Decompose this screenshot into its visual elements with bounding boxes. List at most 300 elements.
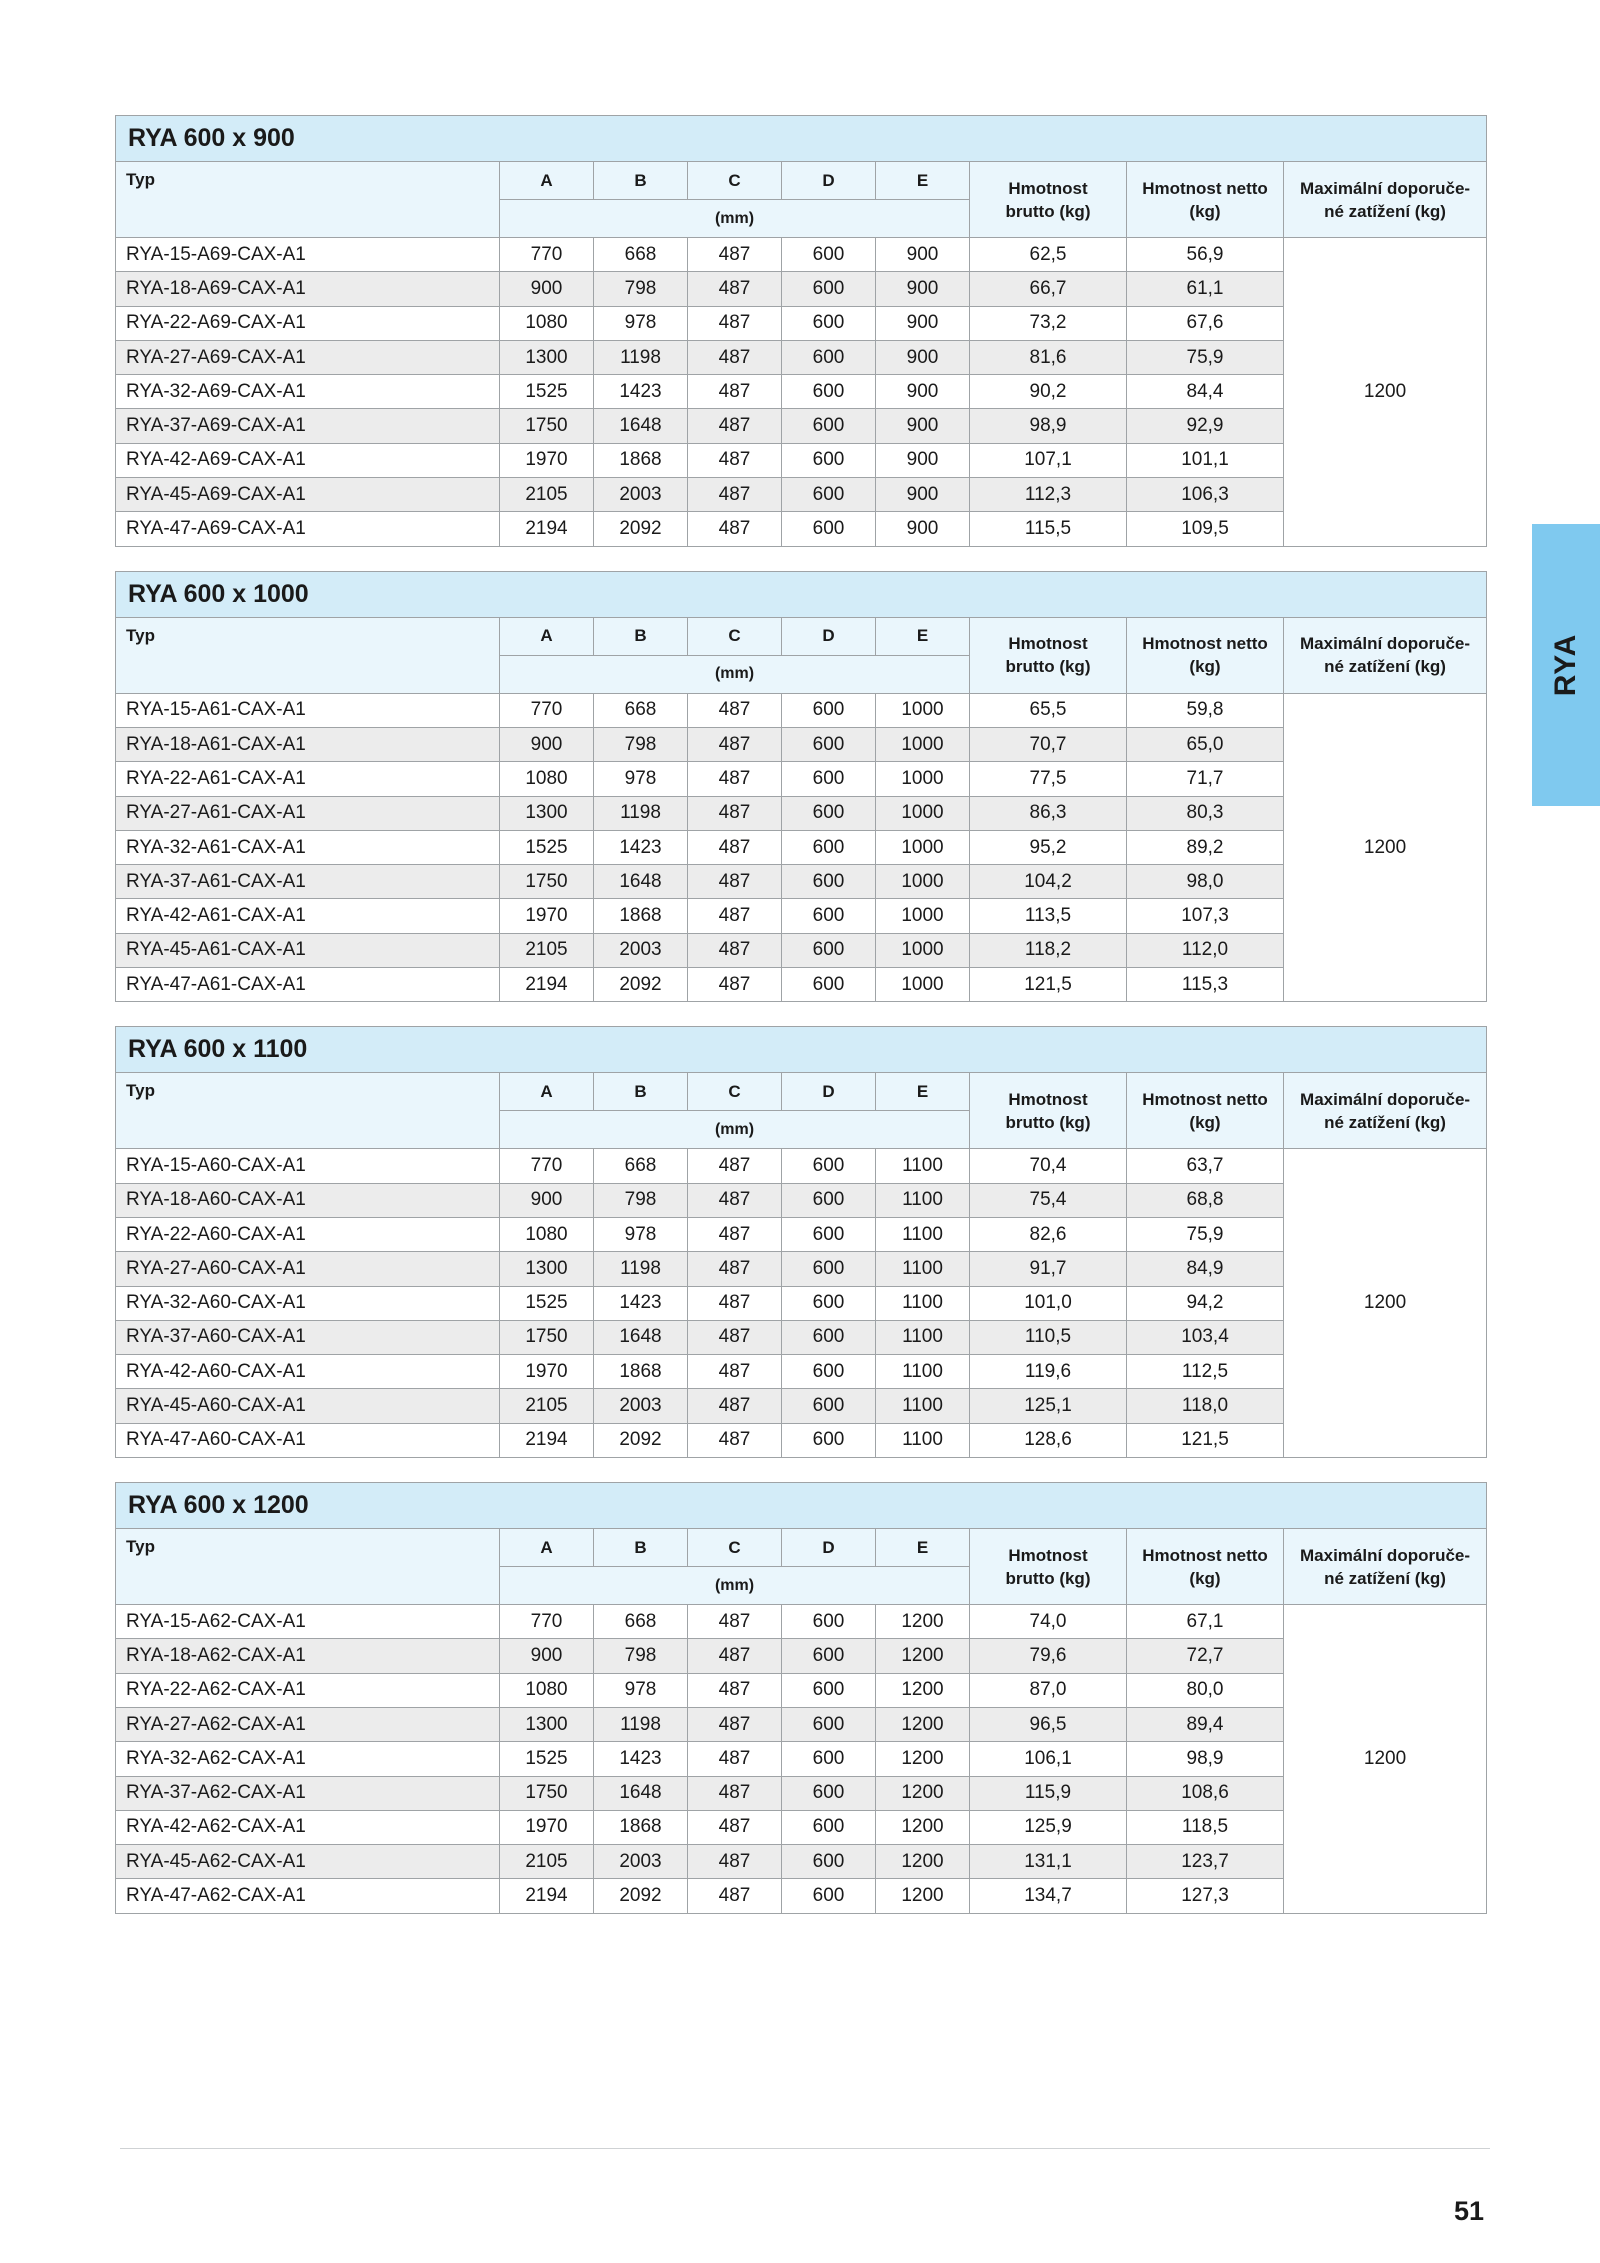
- cell-value: 770: [500, 693, 594, 727]
- cell-value: 487: [688, 1605, 782, 1639]
- cell-value: 487: [688, 968, 782, 1002]
- cell-value: 1080: [500, 306, 594, 340]
- cell-value: 978: [594, 762, 688, 796]
- table-row: [116, 238, 1487, 272]
- cell-value: 487: [688, 1673, 782, 1707]
- cell-value: 600: [782, 1389, 876, 1423]
- cell-value: 81,6: [970, 340, 1127, 374]
- table-row: [116, 1810, 1487, 1844]
- cell-value: 75,4: [970, 1183, 1127, 1217]
- cell-value: 600: [782, 340, 876, 374]
- cell-value: 487: [688, 1845, 782, 1879]
- header-row: [116, 617, 1487, 655]
- cell-value: 487: [688, 1217, 782, 1251]
- cell-value: 118,0: [1127, 1389, 1284, 1423]
- cell-value: 600: [782, 968, 876, 1002]
- cell-typ: RYA-47-A69-CAX-A1: [116, 512, 500, 546]
- table-title: RYA 600 x 900: [116, 116, 1487, 162]
- cell-value: 487: [688, 1389, 782, 1423]
- header-gross-weight-line2: brutto (kg): [1005, 1112, 1091, 1132]
- cell-value: 600: [782, 1605, 876, 1639]
- cell-value: 1300: [500, 796, 594, 830]
- cell-value: 104,2: [970, 865, 1127, 899]
- cell-value: 600: [782, 865, 876, 899]
- cell-value: 668: [594, 238, 688, 272]
- cell-value: 2092: [594, 1423, 688, 1457]
- side-section-tab: [1532, 524, 1600, 806]
- cell-value: 1100: [876, 1252, 970, 1286]
- cell-typ: RYA-22-A60-CAX-A1: [116, 1217, 500, 1251]
- cell-value: 1080: [500, 762, 594, 796]
- cell-value: 89,2: [1127, 830, 1284, 864]
- cell-value: 80,0: [1127, 1673, 1284, 1707]
- cell-value: 134,7: [970, 1879, 1127, 1913]
- cell-value: 110,5: [970, 1320, 1127, 1354]
- cell-typ: RYA-15-A61-CAX-A1: [116, 693, 500, 727]
- cell-value: 487: [688, 1320, 782, 1354]
- cell-value: 98,9: [1127, 1742, 1284, 1776]
- header-row: [116, 1529, 1487, 1567]
- header-max-load-line2: né zatížení (kg): [1324, 201, 1446, 221]
- header-dim-a: A: [500, 1529, 594, 1567]
- cell-value: 115,5: [970, 512, 1127, 546]
- cell-value: 900: [500, 272, 594, 306]
- cell-value: 600: [782, 1320, 876, 1354]
- cell-value: 1970: [500, 899, 594, 933]
- header-typ: Typ: [116, 617, 500, 693]
- header-dim-d: D: [782, 1529, 876, 1567]
- cell-typ: RYA-15-A62-CAX-A1: [116, 1605, 500, 1639]
- cell-value: 1200: [876, 1879, 970, 1913]
- cell-value: 1198: [594, 796, 688, 830]
- cell-value: 487: [688, 1423, 782, 1457]
- cell-value: 65,0: [1127, 727, 1284, 761]
- cell-value: 121,5: [1127, 1423, 1284, 1457]
- cell-value: 487: [688, 1355, 782, 1389]
- cell-value: 62,5: [970, 238, 1127, 272]
- header-dim-b: B: [594, 617, 688, 655]
- header-net-weight-line2: (kg): [1189, 1568, 1221, 1588]
- cell-value: 798: [594, 727, 688, 761]
- header-typ: Typ: [116, 162, 500, 238]
- cell-value: 487: [688, 272, 782, 306]
- cell-value: 900: [876, 512, 970, 546]
- cell-value: 1423: [594, 1286, 688, 1320]
- cell-value: 1200: [876, 1776, 970, 1810]
- cell-typ: RYA-47-A60-CAX-A1: [116, 1423, 500, 1457]
- cell-value: 600: [782, 830, 876, 864]
- cell-value: 1100: [876, 1355, 970, 1389]
- header-unit-mm: (mm): [500, 655, 970, 693]
- header-max-load-line2: né zatížení (kg): [1324, 1112, 1446, 1132]
- header-dim-c: C: [688, 1073, 782, 1111]
- cell-value: 2092: [594, 968, 688, 1002]
- cell-typ: RYA-27-A62-CAX-A1: [116, 1707, 500, 1741]
- cell-value: 770: [500, 1605, 594, 1639]
- cell-value: 2194: [500, 1879, 594, 1913]
- table-title-row: [116, 116, 1487, 162]
- cell-typ: RYA-37-A61-CAX-A1: [116, 865, 500, 899]
- cell-value: 1200: [876, 1707, 970, 1741]
- cell-value: 600: [782, 1639, 876, 1673]
- cell-value: 600: [782, 1149, 876, 1183]
- cell-typ: RYA-37-A60-CAX-A1: [116, 1320, 500, 1354]
- spec-table: [115, 115, 1487, 547]
- header-gross-weight-line1: Hmotnost: [1008, 1545, 1088, 1565]
- table-row: [116, 1320, 1487, 1354]
- table-title: RYA 600 x 1200: [116, 1483, 1487, 1529]
- header-net-weight-line1: Hmotnost netto: [1142, 1089, 1268, 1109]
- cell-max-load: 1200: [1284, 1605, 1487, 1914]
- cell-value: 978: [594, 1673, 688, 1707]
- cell-value: 61,1: [1127, 272, 1284, 306]
- header-dim-e: E: [876, 1529, 970, 1567]
- header-dim-a: A: [500, 1073, 594, 1111]
- cell-value: 1100: [876, 1217, 970, 1251]
- header-dim-a: A: [500, 162, 594, 200]
- cell-typ: RYA-32-A60-CAX-A1: [116, 1286, 500, 1320]
- cell-value: 1750: [500, 409, 594, 443]
- table-row: [116, 1707, 1487, 1741]
- cell-value: 2194: [500, 1423, 594, 1457]
- table-row: [116, 1149, 1487, 1183]
- cell-value: 600: [782, 1879, 876, 1913]
- cell-value: 487: [688, 865, 782, 899]
- cell-value: 108,6: [1127, 1776, 1284, 1810]
- cell-value: 900: [500, 1183, 594, 1217]
- cell-value: 1868: [594, 443, 688, 477]
- cell-value: 487: [688, 1707, 782, 1741]
- table-row: [116, 1605, 1487, 1639]
- table-row: [116, 443, 1487, 477]
- cell-value: 487: [688, 1286, 782, 1320]
- cell-value: 103,4: [1127, 1320, 1284, 1354]
- table-row: [116, 272, 1487, 306]
- header-dim-e: E: [876, 162, 970, 200]
- cell-value: 101,1: [1127, 443, 1284, 477]
- table-row: [116, 796, 1487, 830]
- cell-typ: RYA-32-A62-CAX-A1: [116, 1742, 500, 1776]
- header-max-load-line2: né zatížení (kg): [1324, 657, 1446, 677]
- cell-value: 600: [782, 1423, 876, 1457]
- table-row: [116, 340, 1487, 374]
- header-net-weight-line2: (kg): [1189, 201, 1221, 221]
- cell-value: 600: [782, 1673, 876, 1707]
- cell-value: 2105: [500, 1389, 594, 1423]
- cell-value: 798: [594, 1639, 688, 1673]
- cell-value: 1423: [594, 830, 688, 864]
- cell-typ: RYA-47-A62-CAX-A1: [116, 1879, 500, 1913]
- cell-value: 119,6: [970, 1355, 1127, 1389]
- cell-value: 66,7: [970, 272, 1127, 306]
- table-row: [116, 933, 1487, 967]
- header-row: [116, 1073, 1487, 1111]
- cell-typ: RYA-32-A69-CAX-A1: [116, 375, 500, 409]
- cell-typ: RYA-45-A61-CAX-A1: [116, 933, 500, 967]
- header-net-weight: [1127, 617, 1284, 693]
- cell-value: 1648: [594, 865, 688, 899]
- cell-value: 487: [688, 1183, 782, 1217]
- cell-value: 487: [688, 512, 782, 546]
- cell-value: 600: [782, 306, 876, 340]
- cell-value: 1000: [876, 830, 970, 864]
- cell-value: 900: [876, 443, 970, 477]
- page-number: 51: [1453, 2196, 1484, 2226]
- header-net-weight: [1127, 162, 1284, 238]
- cell-value: 487: [688, 238, 782, 272]
- header-net-weight-line2: (kg): [1189, 1112, 1221, 1132]
- header-gross-weight-line2: brutto (kg): [1005, 657, 1091, 677]
- cell-value: 600: [782, 409, 876, 443]
- table-title-row: [116, 1027, 1487, 1073]
- cell-value: 106,3: [1127, 478, 1284, 512]
- cell-typ: RYA-22-A61-CAX-A1: [116, 762, 500, 796]
- cell-value: 798: [594, 272, 688, 306]
- cell-value: 1000: [876, 933, 970, 967]
- cell-typ: RYA-18-A60-CAX-A1: [116, 1183, 500, 1217]
- header-dim-e: E: [876, 617, 970, 655]
- cell-value: 600: [782, 512, 876, 546]
- cell-value: 487: [688, 899, 782, 933]
- cell-value: 600: [782, 1217, 876, 1251]
- table-title-row: [116, 1483, 1487, 1529]
- table-row: [116, 1845, 1487, 1879]
- cell-value: 67,1: [1127, 1605, 1284, 1639]
- cell-value: 77,5: [970, 762, 1127, 796]
- cell-value: 600: [782, 1286, 876, 1320]
- cell-value: 1100: [876, 1320, 970, 1354]
- cell-value: 487: [688, 1810, 782, 1844]
- cell-value: 125,9: [970, 1810, 1127, 1844]
- cell-value: 600: [782, 693, 876, 727]
- cell-value: 2105: [500, 1845, 594, 1879]
- cell-value: 2003: [594, 1845, 688, 1879]
- cell-value: 112,0: [1127, 933, 1284, 967]
- cell-value: 668: [594, 693, 688, 727]
- header-dim-d: D: [782, 1073, 876, 1111]
- cell-value: 900: [876, 272, 970, 306]
- cell-typ: RYA-22-A62-CAX-A1: [116, 1673, 500, 1707]
- cell-value: 115,9: [970, 1776, 1127, 1810]
- cell-value: 91,7: [970, 1252, 1127, 1286]
- cell-value: 2194: [500, 512, 594, 546]
- cell-value: 75,9: [1127, 340, 1284, 374]
- cell-value: 1080: [500, 1673, 594, 1707]
- cell-value: 71,7: [1127, 762, 1284, 796]
- cell-value: 95,2: [970, 830, 1127, 864]
- cell-value: 115,3: [1127, 968, 1284, 1002]
- cell-typ: RYA-42-A60-CAX-A1: [116, 1355, 500, 1389]
- cell-max-load: 1200: [1284, 238, 1487, 547]
- cell-value: 600: [782, 1742, 876, 1776]
- header-max-load: [1284, 617, 1487, 693]
- cell-value: 1000: [876, 899, 970, 933]
- header-max-load-line1: Maximální doporuče-: [1300, 634, 1471, 654]
- cell-value: 1200: [876, 1673, 970, 1707]
- cell-value: 118,2: [970, 933, 1127, 967]
- header-gross-weight-line2: brutto (kg): [1005, 201, 1091, 221]
- cell-value: 1200: [876, 1639, 970, 1673]
- cell-value: 978: [594, 306, 688, 340]
- header-dim-e: E: [876, 1073, 970, 1111]
- cell-value: 1423: [594, 375, 688, 409]
- cell-value: 487: [688, 1252, 782, 1286]
- cell-value: 1080: [500, 1217, 594, 1251]
- cell-value: 107,3: [1127, 899, 1284, 933]
- cell-typ: RYA-45-A69-CAX-A1: [116, 478, 500, 512]
- cell-value: 600: [782, 1355, 876, 1389]
- table-row: [116, 1252, 1487, 1286]
- cell-value: 600: [782, 762, 876, 796]
- cell-value: 487: [688, 693, 782, 727]
- cell-value: 1200: [876, 1845, 970, 1879]
- cell-value: 600: [782, 1183, 876, 1217]
- cell-value: 770: [500, 1149, 594, 1183]
- cell-typ: RYA-15-A69-CAX-A1: [116, 238, 500, 272]
- cell-value: 2003: [594, 1389, 688, 1423]
- header-gross-weight-line1: Hmotnost: [1008, 178, 1088, 198]
- cell-value: 1525: [500, 375, 594, 409]
- cell-value: 487: [688, 1149, 782, 1183]
- cell-value: 487: [688, 1879, 782, 1913]
- cell-value: 63,7: [1127, 1149, 1284, 1183]
- cell-typ: RYA-22-A69-CAX-A1: [116, 306, 500, 340]
- header-gross-weight: [970, 162, 1127, 238]
- cell-typ: RYA-42-A61-CAX-A1: [116, 899, 500, 933]
- cell-value: 900: [876, 238, 970, 272]
- cell-value: 127,3: [1127, 1879, 1284, 1913]
- cell-typ: RYA-18-A62-CAX-A1: [116, 1639, 500, 1673]
- cell-typ: RYA-15-A60-CAX-A1: [116, 1149, 500, 1183]
- cell-value: 600: [782, 796, 876, 830]
- cell-value: 978: [594, 1217, 688, 1251]
- side-tab-label: RYA: [1548, 633, 1582, 697]
- cell-value: 1100: [876, 1286, 970, 1320]
- cell-typ: RYA-47-A61-CAX-A1: [116, 968, 500, 1002]
- cell-value: 600: [782, 1810, 876, 1844]
- table-row: [116, 1286, 1487, 1320]
- cell-value: 80,3: [1127, 796, 1284, 830]
- cell-value: 128,6: [970, 1423, 1127, 1457]
- cell-value: 900: [500, 1639, 594, 1673]
- cell-value: 92,9: [1127, 409, 1284, 443]
- spec-table: [115, 1026, 1487, 1458]
- cell-value: 2092: [594, 512, 688, 546]
- cell-value: 84,4: [1127, 375, 1284, 409]
- table-row: [116, 306, 1487, 340]
- table-row: [116, 1183, 1487, 1217]
- cell-value: 1200: [876, 1742, 970, 1776]
- header-dim-c: C: [688, 617, 782, 655]
- cell-value: 1200: [876, 1605, 970, 1639]
- cell-value: 2105: [500, 478, 594, 512]
- table-row: [116, 1673, 1487, 1707]
- cell-value: 1100: [876, 1183, 970, 1217]
- header-dim-c: C: [688, 1529, 782, 1567]
- cell-value: 600: [782, 1707, 876, 1741]
- header-max-load-line1: Maximální doporuče-: [1300, 178, 1471, 198]
- cell-value: 487: [688, 478, 782, 512]
- cell-max-load: 1200: [1284, 1149, 1487, 1458]
- table-row: [116, 968, 1487, 1002]
- cell-value: 600: [782, 1845, 876, 1879]
- cell-value: 1525: [500, 1742, 594, 1776]
- header-net-weight-line1: Hmotnost netto: [1142, 634, 1268, 654]
- header-gross-weight: [970, 1529, 1127, 1605]
- table-row: [116, 375, 1487, 409]
- cell-value: 101,0: [970, 1286, 1127, 1320]
- cell-value: 487: [688, 1776, 782, 1810]
- header-net-weight-line1: Hmotnost netto: [1142, 178, 1268, 198]
- cell-value: 1200: [876, 1810, 970, 1844]
- header-typ: Typ: [116, 1073, 500, 1149]
- cell-value: 72,7: [1127, 1639, 1284, 1673]
- table-row: [116, 1639, 1487, 1673]
- cell-value: 1648: [594, 1776, 688, 1810]
- cell-typ: RYA-37-A62-CAX-A1: [116, 1776, 500, 1810]
- cell-value: 59,8: [1127, 693, 1284, 727]
- cell-value: 86,3: [970, 796, 1127, 830]
- cell-value: 487: [688, 1639, 782, 1673]
- header-dim-c: C: [688, 162, 782, 200]
- cell-value: 487: [688, 1742, 782, 1776]
- cell-max-load: 1200: [1284, 693, 1487, 1002]
- table-row: [116, 762, 1487, 796]
- table-title: RYA 600 x 1100: [116, 1027, 1487, 1073]
- cell-value: 1300: [500, 1252, 594, 1286]
- cell-value: 73,2: [970, 306, 1127, 340]
- cell-value: 2194: [500, 968, 594, 1002]
- cell-value: 798: [594, 1183, 688, 1217]
- table-row: [116, 1776, 1487, 1810]
- cell-value: 2003: [594, 478, 688, 512]
- cell-value: 131,1: [970, 1845, 1127, 1879]
- header-dim-b: B: [594, 1529, 688, 1567]
- header-max-load-line1: Maximální doporuče-: [1300, 1545, 1471, 1565]
- cell-value: 668: [594, 1149, 688, 1183]
- cell-value: 487: [688, 762, 782, 796]
- cell-value: 1000: [876, 796, 970, 830]
- cell-value: 112,3: [970, 478, 1127, 512]
- cell-typ: RYA-42-A69-CAX-A1: [116, 443, 500, 477]
- header-gross-weight: [970, 617, 1127, 693]
- cell-value: 98,0: [1127, 865, 1284, 899]
- cell-value: 106,1: [970, 1742, 1127, 1776]
- cell-value: 1868: [594, 1355, 688, 1389]
- cell-value: 600: [782, 933, 876, 967]
- cell-value: 1750: [500, 1320, 594, 1354]
- table-row: [116, 693, 1487, 727]
- cell-value: 65,5: [970, 693, 1127, 727]
- cell-value: 600: [782, 375, 876, 409]
- cell-value: 118,5: [1127, 1810, 1284, 1844]
- header-net-weight: [1127, 1529, 1284, 1605]
- cell-value: 1198: [594, 1252, 688, 1286]
- cell-typ: RYA-37-A69-CAX-A1: [116, 409, 500, 443]
- cell-value: 1000: [876, 727, 970, 761]
- table-row: [116, 830, 1487, 864]
- cell-typ: RYA-32-A61-CAX-A1: [116, 830, 500, 864]
- cell-value: 121,5: [970, 968, 1127, 1002]
- cell-value: 1868: [594, 899, 688, 933]
- header-typ: Typ: [116, 1529, 500, 1605]
- cell-value: 1100: [876, 1423, 970, 1457]
- cell-value: 487: [688, 375, 782, 409]
- cell-value: 113,5: [970, 899, 1127, 933]
- cell-value: 1750: [500, 1776, 594, 1810]
- cell-value: 1970: [500, 443, 594, 477]
- cell-value: 70,7: [970, 727, 1127, 761]
